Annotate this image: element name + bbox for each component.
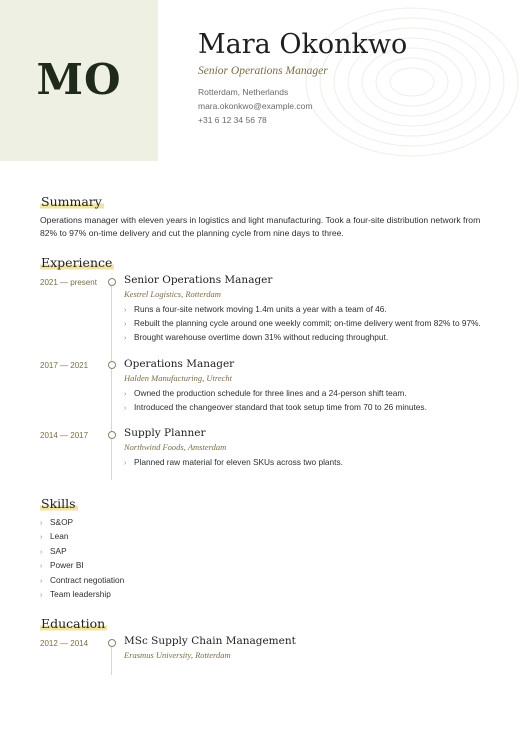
- skill-item: › Lean: [40, 531, 69, 541]
- chevron-right-icon: ›: [124, 321, 127, 328]
- chevron-right-icon: ›: [40, 592, 43, 599]
- job-bullet: › Rebuilt the planning cycle around one weekly commit; on-time delivery went from 82% to 97%.: [124, 318, 481, 328]
- education-timeline: [111, 647, 112, 675]
- education-dates: 2012 — 2014: [40, 639, 89, 648]
- chevron-right-icon: ›: [124, 460, 127, 467]
- job-dates: 2014 — 2017: [40, 431, 89, 440]
- skills-heading: Skills: [41, 496, 76, 511]
- skill-item: › Contract negotiation: [40, 575, 125, 585]
- job-dates: 2017 — 2021: [40, 361, 89, 370]
- job-company: Northwind Foods, Amsterdam: [124, 442, 227, 452]
- candidate-role: Senior Operations Manager: [198, 65, 328, 77]
- chevron-right-icon: ›: [124, 391, 127, 398]
- timeline-dot: [108, 278, 116, 286]
- job-bullet: › Introduced the changeover standard that took setup time from 70 to 26 minutes.: [124, 402, 427, 412]
- job-bullet: › Runs a four-site network moving 1.4m units a year with a team of 46.: [124, 304, 387, 314]
- job-company: Kestrel Logistics, Rotterdam: [124, 289, 221, 299]
- timeline-dot: [108, 639, 116, 647]
- chevron-right-icon: ›: [40, 520, 43, 527]
- job-title: Senior Operations Manager: [124, 274, 273, 286]
- chevron-right-icon: ›: [40, 578, 43, 585]
- job-dates: 2021 — present: [40, 278, 97, 287]
- job-title: Operations Manager: [124, 358, 235, 370]
- chevron-right-icon: ›: [124, 307, 127, 314]
- chevron-right-icon: ›: [40, 563, 43, 570]
- skill-item: › Power BI: [40, 560, 84, 570]
- education-degree: MSc Supply Chain Management: [124, 635, 296, 647]
- education-school: Erasmus University, Rotterdam: [124, 650, 231, 660]
- contact-phone: +31 6 12 34 56 78: [198, 115, 267, 125]
- skill-item: › Team leadership: [40, 589, 111, 599]
- contact-email: mara.okonkwo@example.com: [198, 101, 313, 111]
- job-company: Halden Manufacturing, Utrecht: [124, 373, 233, 383]
- skill-item: › S&OP: [40, 517, 74, 527]
- experience-timeline: [111, 286, 112, 480]
- chevron-right-icon: ›: [40, 534, 43, 541]
- job-bullet: › Brought warehouse overtime down 31% without reducing throughput.: [124, 332, 389, 342]
- candidate-name: Mara Okonkwo: [198, 29, 408, 60]
- chevron-right-icon: ›: [124, 335, 127, 342]
- timeline-dot: [108, 361, 116, 369]
- chevron-right-icon: ›: [124, 405, 127, 412]
- monogram: MO: [36, 55, 122, 104]
- contact-location: Rotterdam, Netherlands: [198, 87, 289, 97]
- experience-heading: Experience: [41, 255, 113, 270]
- job-bullet: › Planned raw material for eleven SKUs across two plants.: [124, 457, 343, 467]
- summary-heading: Summary: [41, 194, 102, 209]
- summary-text: Operations manager with eleven years in logistics and light manufacturing. Took a four-site distribution network from 82% to 97% on-time delivery and cut the planning cycle from nine days to three.: [40, 215, 481, 238]
- job-title: Supply Planner: [124, 427, 206, 439]
- timeline-dot: [108, 431, 116, 439]
- job-bullet: › Owned the production schedule for three lines and a 24-person shift team.: [124, 388, 407, 398]
- education-heading: Education: [41, 616, 106, 631]
- chevron-right-icon: ›: [40, 549, 43, 556]
- skill-item: › SAP: [40, 546, 67, 556]
